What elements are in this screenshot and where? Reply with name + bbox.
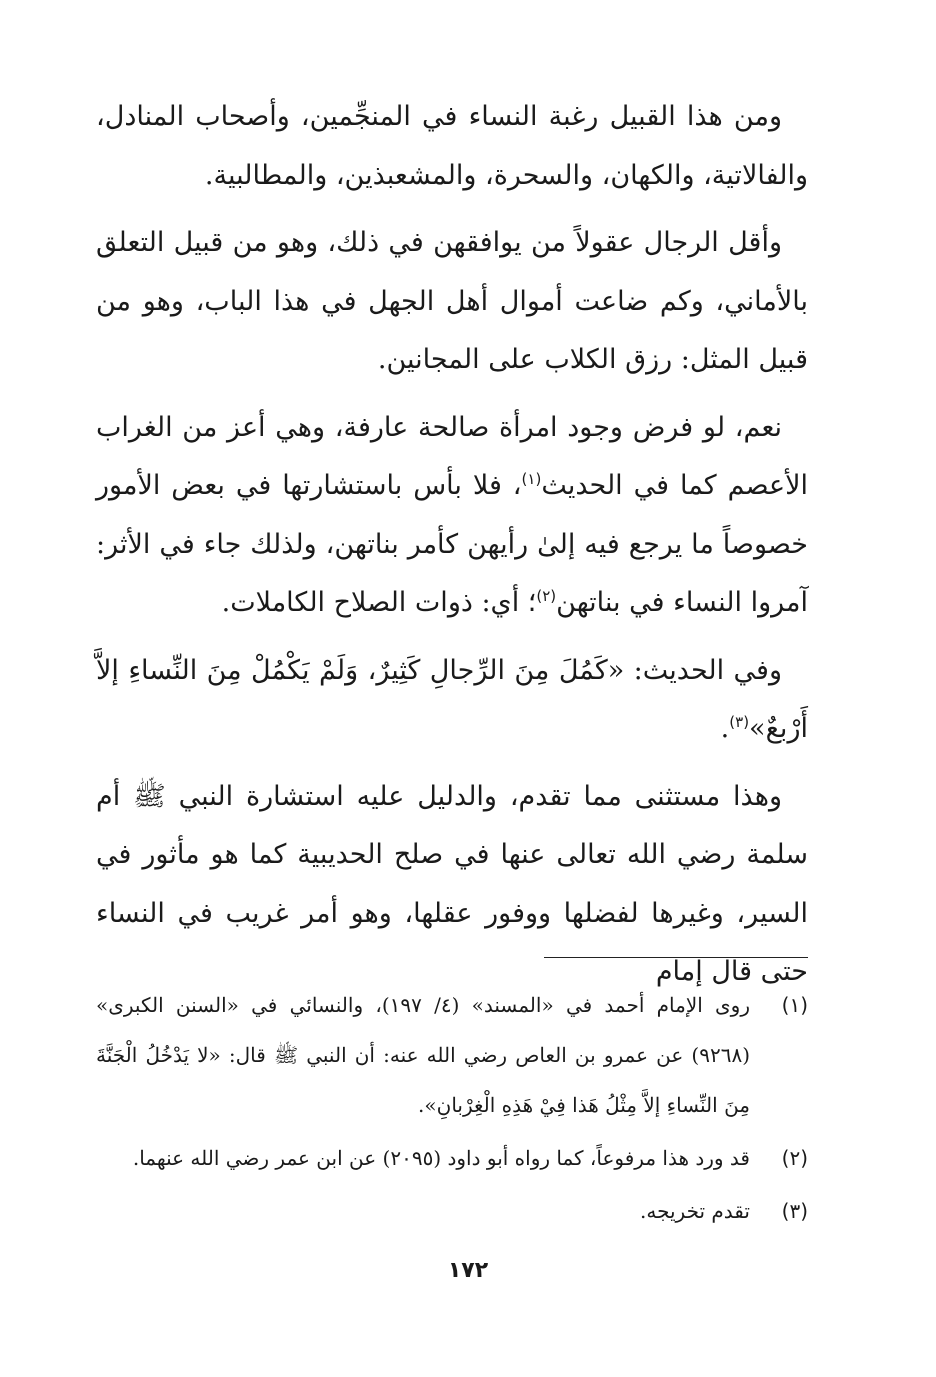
paragraph-3-text-c: ؛ أي: ذوات الصلاح الكاملات.: [221, 587, 537, 618]
paragraph-3-text-b: ، فلا بأس باستشارتها في بعض الأمور خصوصاً ما يرجع فيه إلىٰ رأيهن كأمر بناتهن، ولذلك جاء في الأثر: آمروا النساء في بناتهن: [96, 470, 808, 618]
footnote-number: (٣): [781, 1199, 808, 1223]
page-number: ١٧٢: [447, 1258, 489, 1283]
paragraph-5: [96, 768, 808, 1002]
footnote-ref-3: (٣): [729, 713, 750, 731]
paragraph-4-text-b: .: [720, 713, 730, 744]
footnote-number: (٢): [781, 1146, 808, 1170]
paragraph-4: [96, 642, 808, 759]
footnote-text: روى الإمام أحمد في «المسند» (٤/ ١٩٧)، والنسائي في «السنن الكبرى» (٩٢٦٨) عن عمرو بن العاص رضي الله عنه: أن النبي ﷺ قال: «لا يَدْخُلُ الْجَنَّةَ مِنَ النِّساءِ إلاَّ مِثْلُ هَذا فِيْ هَذِهِ الْغِرْبانِ».: [96, 993, 750, 1117]
footnote-ref-2: (٢): [536, 587, 557, 605]
footnote-ref-1: (١): [521, 470, 542, 488]
paragraph-2-text: وأقل الرجال عقولاً من يوافقهن في ذلك، وهو من قبيل التعلق بالأماني، وكم ضاعت أموال أهل الجهل في هذا الباب، وهو من قبيل المثل: رزق الكلاب على المجانين.: [96, 227, 808, 375]
footnote-2: [96, 1133, 808, 1183]
footnote-text: قد ورد هذا مرفوعاً، كما رواه أبو داود (٢٠٩٥) عن ابن عمر رضي الله عنهما.: [132, 1146, 750, 1170]
paragraph-3: [96, 399, 808, 633]
paragraph-1-text: ومن هذا القبيل رغبة النساء في المنجِّمين، وأصحاب المنادل، والفالاتية، والكهان، والسحرة، والمشعبذين، والمطالبية.: [96, 101, 808, 191]
footnote-1: [96, 980, 808, 1130]
footnote-text: تقدم تخريجه.: [640, 1199, 750, 1223]
paragraph-3-text-a: نعم، لو فرض وجود امرأة صالحة عارفة، وهي أعز من الغراب الأعصم كما في الحديث: [96, 411, 808, 501]
footnote-3: [96, 1186, 808, 1236]
paragraph-1: [96, 88, 808, 205]
footnote-separator: [544, 957, 808, 958]
paragraph-5-text: وهذا مستثنى مما تقدم، والدليل عليه استشارة النبي ﷺ أم سلمة رضي الله تعالى عنها في صلح الحديبية كما هو مأثور في السير، وغيرها لفضلها ووفور عقلها، وهو أمر غريب في النساء حتى قال إمام: [96, 780, 808, 987]
footnote-number: (١): [781, 993, 808, 1017]
footnotes: [96, 980, 808, 1236]
paragraph-2: [96, 214, 808, 390]
paragraph-4-text-a: وفي الحديث: «كَمُلَ مِنَ الرِّجالِ كَثِيرٌ، وَلَمْ يَكْمُلْ مِنَ النِّساءِ إلاَّ أَرْبعٌ»: [96, 654, 808, 744]
main-text: [96, 88, 808, 1002]
